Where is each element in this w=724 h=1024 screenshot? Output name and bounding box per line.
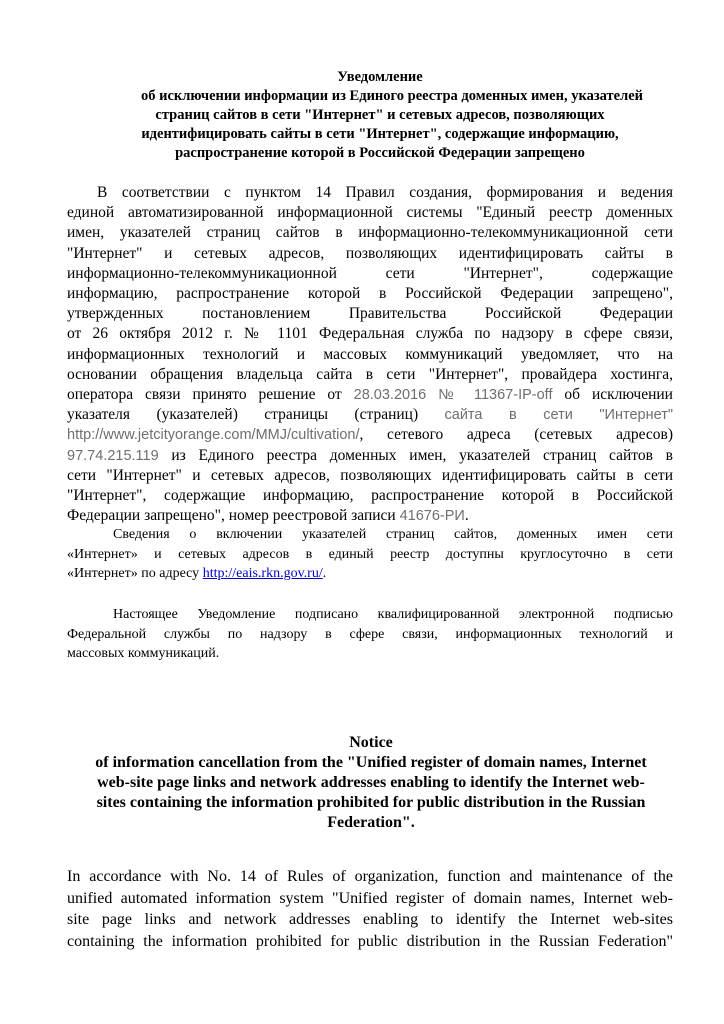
page-url: http://www.jetcityorange.com/MMJ/cultivation/ — [67, 427, 360, 444]
body-en-line: containing the information prohibited for public distribution in the Russian Federation" — [67, 932, 673, 950]
title-ru-line: Уведомление — [337, 69, 423, 85]
title-en-line: Notice — [349, 734, 393, 751]
title-en-line: of information cancellation from the "Unified register of domain names, Internet — [95, 754, 647, 771]
decision-number: 28.03.2016 № 11367-IP-off — [353, 387, 553, 404]
sign-line: массовых коммуникаций. — [67, 646, 220, 661]
body-ru-text: оператора связи принято решение от — [67, 386, 354, 404]
body-ru-line: информационно-телекоммуникационной сети "Интернет", содержащие — [67, 264, 673, 282]
body-ru-line: от 26 октября 2012 г. № 1101 Федеральная служба по надзору в сфере связи, — [67, 325, 673, 343]
body-ru-line: "Интернет", содержащие информацию, распространение которой в Российской — [67, 487, 673, 505]
notice-body-ru — [67, 183, 673, 526]
body-ru-text: . — [464, 507, 469, 525]
body-ru-line — [67, 446, 673, 466]
body-ru-text: указателя (указателей) страницы (страниц) — [67, 406, 445, 424]
info-text: «Интернет» по адресу — [67, 566, 203, 581]
body-ru-line: информацию, распространение которой в Российской Федерации запрещено", — [67, 285, 673, 303]
body-ru-line: имен, указателей страниц сайтов в информационно-телекоммуникационной сети — [67, 224, 673, 242]
title-ru-line: идентифицировать сайты в сети "Интернет", содержащие информацию, — [141, 126, 619, 142]
body-ru-line: В соответствии с пунктом 14 Правил создания, формирования и ведения — [97, 184, 673, 201]
site-label: сайта в сети "Интернет" — [444, 407, 673, 424]
body-ru-text: из Единого реестра доменных имен, указателей страниц сайтов в — [158, 446, 673, 464]
body-ru-line — [67, 405, 673, 425]
body-ru-line: "Интернет" и сетевых адресов, позволяющих идентифицировать сайты в — [67, 244, 673, 262]
registry-info-paragraph — [67, 525, 673, 584]
body-ru-line: сети "Интернет" и сетевых адресов, позволяющих идентифицировать сайты в сети — [67, 466, 673, 484]
body-ru-line: единой автоматизированной информационной системы "Единый реестр доменных — [67, 204, 673, 222]
title-ru-line: об исключении информации из Единого реестра доменных имен, указателей — [140, 88, 644, 104]
signature-paragraph — [67, 605, 673, 664]
notice-title-en — [60, 733, 682, 833]
body-ru-text: об исключении — [552, 386, 673, 404]
info-line: «Интернет» и сетевых адресов в единый реестр доступны круглосуточно в сети — [67, 546, 673, 562]
ip-address: 97.74.215.119 — [67, 447, 159, 464]
title-ru-line: распространение которой в Российской Федерации запрещено — [175, 145, 585, 161]
title-en-line: Federation". — [327, 814, 415, 831]
body-en-line: unified automated information system "Unified register of domain names, Internet web- — [67, 889, 673, 907]
sign-line: Федеральной службы по надзору в сфере связи, информационных технологий и — [67, 626, 673, 642]
body-ru-line: информационных технологий и массовых коммуникаций уведомляет, что на — [67, 345, 673, 363]
title-en-line: sites containing the information prohibited for public distribution in the Russian — [96, 794, 646, 811]
notice-title-ru — [60, 68, 700, 163]
body-ru-line — [67, 385, 673, 405]
body-en-line: site page links and network addresses enabling to identify the Internet web-sites — [67, 911, 673, 928]
registry-record-number: 41676-РИ — [399, 508, 465, 525]
body-ru-line — [67, 425, 673, 445]
body-en-line: In accordance with No. 14 of Rules of organization, function and maintenance of the — [67, 868, 673, 885]
sign-line: Настоящее Уведомление подписано квалифицированной электронной подписью — [113, 607, 673, 622]
title-en-line: web-site page links and network addresses enabling to identify the Internet web- — [97, 774, 645, 791]
info-line — [67, 564, 673, 584]
body-ru-text: , сетевого адреса (сетевых адресов) — [359, 426, 673, 444]
body-ru-line — [67, 506, 673, 526]
body-ru-line: утвержденных постановлением Правительства Российской Федерации — [67, 305, 673, 323]
body-ru-text: Федерации запрещено", номер реестровой записи — [67, 507, 400, 525]
registry-link[interactable]: http://eais.rkn.gov.ru/ — [202, 566, 323, 581]
title-ru-line: страниц сайтов в сети "Интернет" и сетевых адресов, позволяющих — [155, 107, 605, 123]
info-text: . — [322, 566, 327, 581]
info-line: Сведения о включении указателей страниц сайтов, доменных имен сети — [113, 527, 673, 542]
body-ru-line: основании обращения владельца сайта в сети "Интернет", провайдера хостинга, — [67, 365, 673, 383]
notice-body-en — [67, 866, 673, 952]
